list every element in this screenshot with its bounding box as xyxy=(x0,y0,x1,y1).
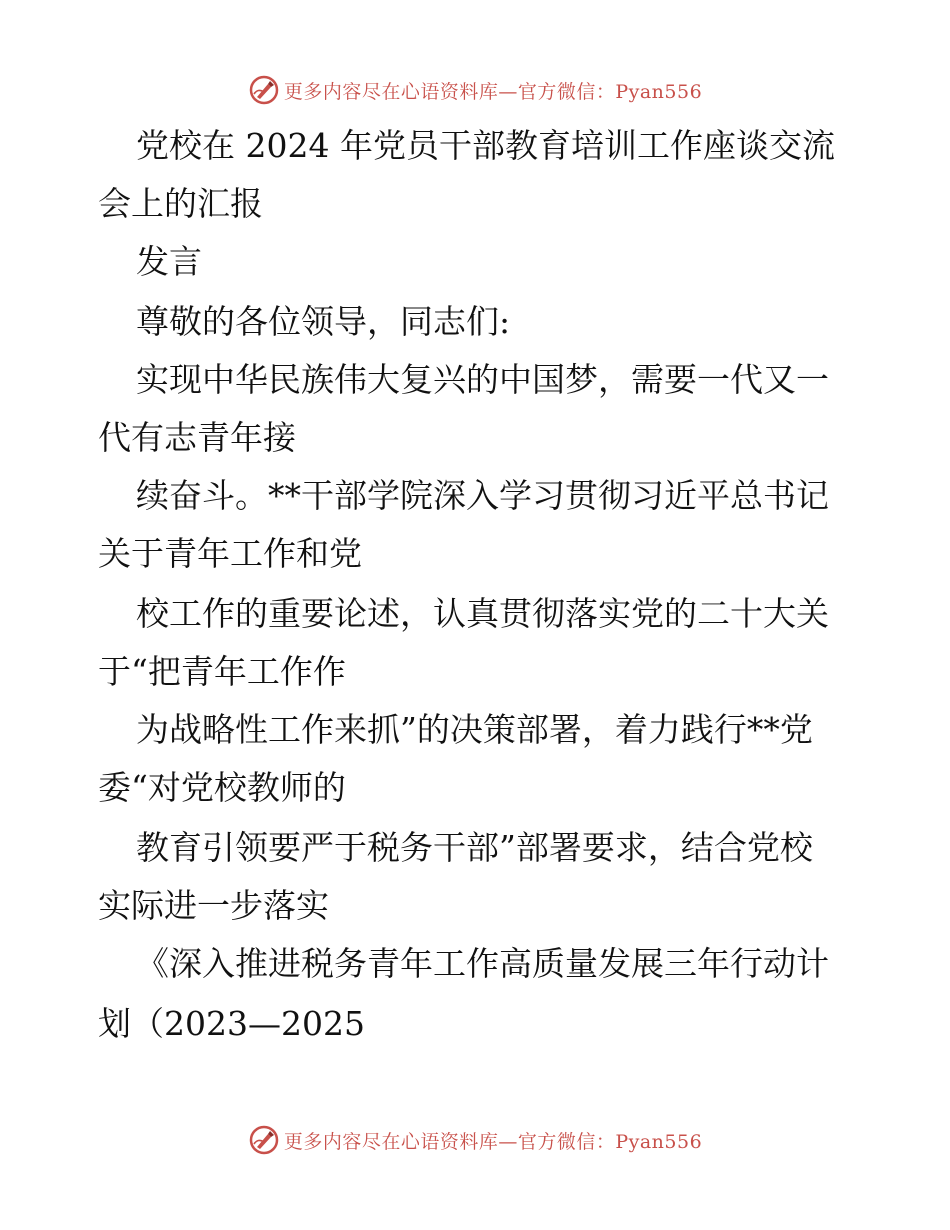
text-line: 会上的汇报 xyxy=(98,184,263,223)
text-line: 《深入推进税务青年工作高质量发展三年行动计 xyxy=(136,944,829,983)
text-line: 校工作的重要论述，认真贯彻落实党的二十大关 xyxy=(136,594,829,633)
text-line: 续奋斗。**干部学院深入学习贯彻习近平总书记 xyxy=(136,476,829,515)
text-line: 关于青年工作和党 xyxy=(98,534,362,573)
watermark-text: 更多内容尽在心语资料库—官方微信：Pyan556 xyxy=(283,80,703,103)
footer-watermark xyxy=(0,1122,950,1158)
text-line: 尊敬的各位领导，同志们: xyxy=(136,302,511,341)
text-line: 划（2023—2025 xyxy=(98,1004,365,1043)
text-line: 于“把青年工作作 xyxy=(98,652,346,691)
header-watermark xyxy=(0,72,950,108)
text-line: 教育引领要严于税务干部”部署要求，结合党校 xyxy=(136,828,813,867)
text-line: 实际进一步落实 xyxy=(98,886,329,925)
text-line: 代有志青年接 xyxy=(98,418,296,457)
text-line: 发言 xyxy=(136,242,202,281)
pen-circle-logo-icon xyxy=(248,74,280,106)
text-line: 党校在 2024 年党员干部教育培训工作座谈交流 xyxy=(136,126,835,165)
pen-circle-logo-icon xyxy=(248,1124,280,1156)
text-line: 实现中华民族伟大复兴的中国梦，需要一代又一 xyxy=(136,360,829,399)
text-line: 委“对党校教师的 xyxy=(98,768,346,807)
text-line: 为战略性工作来抓”的决策部署，着力践行**党 xyxy=(136,710,813,749)
watermark-text: 更多内容尽在心语资料库—官方微信：Pyan556 xyxy=(283,1130,703,1153)
